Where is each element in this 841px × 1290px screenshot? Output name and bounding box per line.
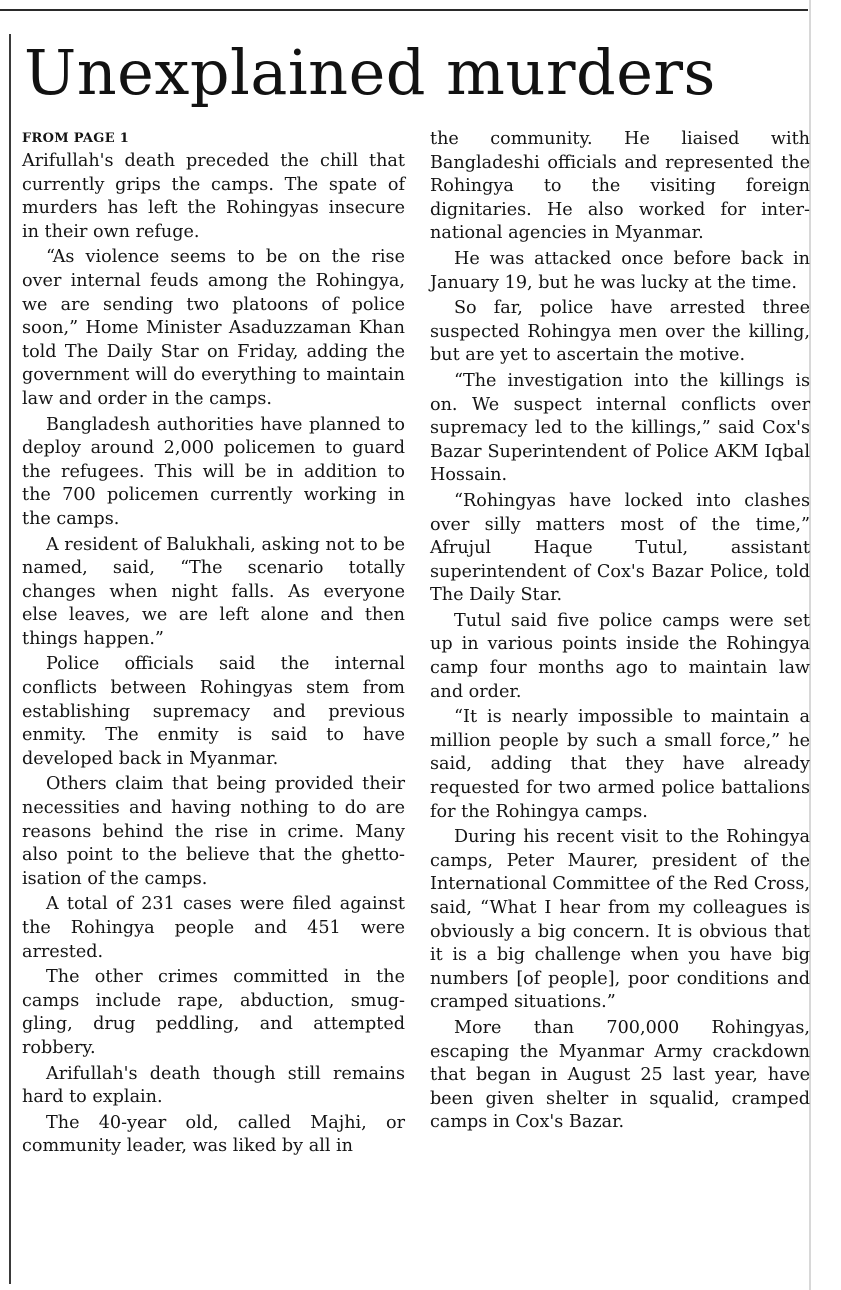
paragraph: Arifullah's death preceded the chill that currently grips the camps. The spate of murders has left the Rohingyas insecure in their own refuge. [22, 151, 405, 242]
paragraph: More than 700,000 Rohingyas, escaping the Myanmar Army crackdown that began in August 25 last year, have been given shelter in squalid, cramped camps in Cox's Bazar. [430, 1017, 810, 1133]
from-page-kicker: FROM PAGE 1 [22, 131, 130, 146]
paragraph: Tutul said five police camps were set up in various points inside the Rohingya camp four months ago to maintain law and order. [430, 610, 810, 702]
paragraph: “Rohingyas have locked into clashes over silly matters most of the time,” Afrujul Haque Tutul, assistant superintendent of Cox's Bazar Police, told The Daily Star. [430, 490, 810, 606]
paragraph: “The investigation into the killings is on. We suspect internal conflicts over supremacy led to the killings,” said Cox's Bazar Superintendent of Police AKM Iqbal Hossain. [430, 370, 810, 486]
paragraph: So far, police have arrested three suspected Rohingya men over the killing, but are yet to ascertain the motive. [430, 298, 810, 366]
left-border-rule [9, 34, 11, 1284]
top-border-rule [0, 9, 808, 11]
paragraph: The 40-year old, called Majhi, or community leader, was liked by all in [22, 1112, 405, 1157]
paragraph: Arifullah's death though still remains hard to explain. [22, 1063, 405, 1108]
paragraph: the community. He liaised with Bangladeshi officials and represented the Rohingya to the visiting foreign dignitaries. He also worked for international agencies in Myanmar. [430, 129, 810, 244]
article-headline: Unexplained murders [24, 36, 716, 109]
paragraph: He was attacked once before back in January 19, but he was lucky at the time. [430, 248, 810, 293]
paragraph: A resident of Balukhali, asking not to be named, said, “The scenario totally changes when night falls. As everyone else leaves, we are left alone and then things happen.” [22, 534, 405, 649]
paragraph: Others claim that being provided their necessities and having nothing to do are reasons behind the rise in crime. Many also point to the believe that the ghettoisation of the camps. [22, 774, 405, 889]
paragraph: Bangladesh authorities have planned to deploy around 2,000 policemen to guard the refugees. This will be in addition to the 700 policemen currently working in the camps. [22, 414, 405, 529]
paragraph: During his recent visit to the Rohingya camps, Peter Maurer, president of the International Committee of the Red Cross, said, “What I hear from my colleagues is obviously a big concern. It is obvious that it is a big challenge when you have big numbers [of people], poor conditions and cramped situations.” [430, 827, 810, 1013]
paragraph: A total of 231 cases were filed against the Rohingya people and 451 were arrested. [22, 894, 405, 962]
paragraph: “It is nearly impossible to maintain a million people by such a small force,” he said, adding that they have already requested for two armed police battalions for the Rohingya camps. [430, 707, 810, 822]
paragraph: “As violence seems to be on the rise over internal feuds among the Rohingya, we are sending two platoons of police soon,” Home Minister Asaduzzaman Khan told The Daily Star on Friday, adding the government will do everything to maintain law and order in the camps. [22, 247, 405, 409]
article-column-left [22, 128, 405, 1159]
paragraph: Police officials said the internal conflicts between Rohingyas stem from establishing supremacy and previous enmity. The enmity is said to have developed back in Myanmar. [22, 654, 405, 769]
paragraph: The other crimes committed in the camps include rape, abduction, smuggling, drug peddling, and attempted robbery. [22, 967, 405, 1058]
article-column-right [430, 128, 810, 1135]
